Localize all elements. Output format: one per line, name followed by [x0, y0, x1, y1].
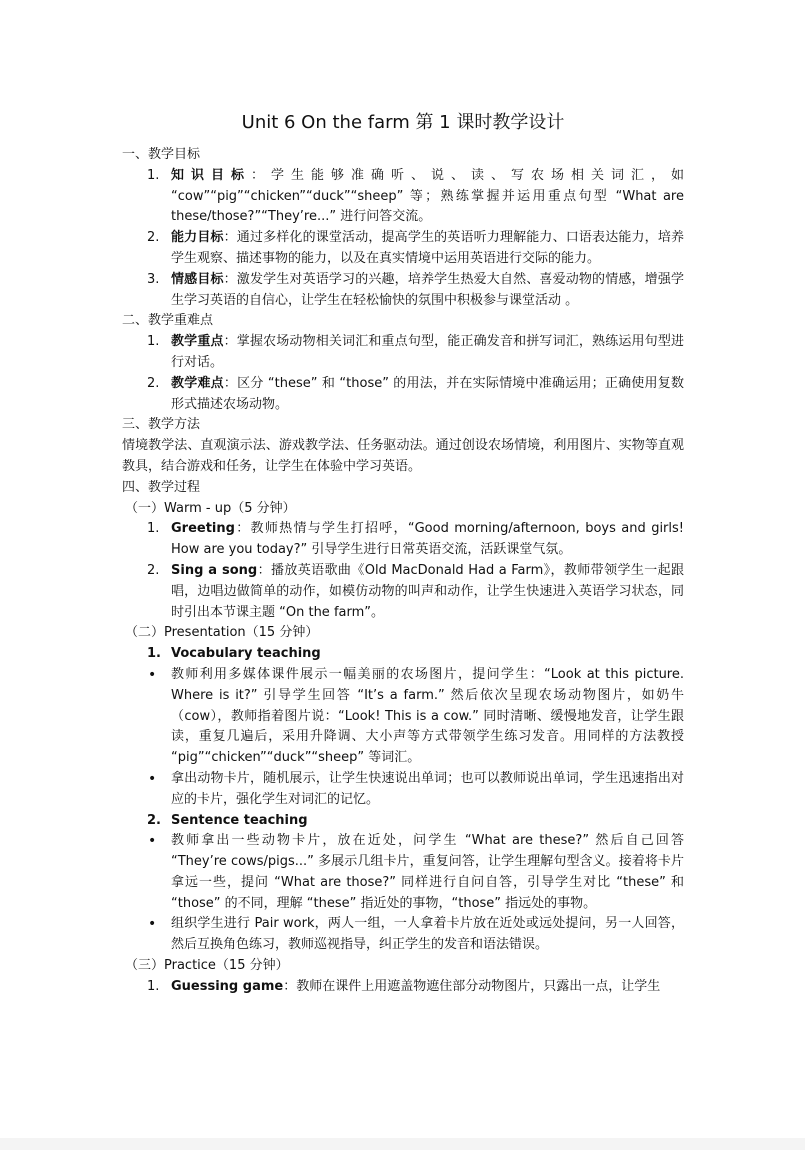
list-number: 1. — [147, 167, 160, 183]
item-label: Guessing game — [171, 978, 284, 994]
item-text: ：播放英语歌曲《Old MacDonald Had a Farm》，教师带领学生一起跟唱，边唱边做简单的动作，如模仿动物的叫声和动作，让学生快速进入英语学习状态，同时引出本节课主题 “On the farm”。 — [171, 562, 685, 620]
list-item — [122, 374, 684, 416]
subsection-heading-practice: （三）Practice（15 分钟） — [125, 958, 289, 974]
vocabulary-heading-text: Vocabulary teaching — [171, 646, 321, 662]
item-label: 知识目标 — [171, 167, 251, 183]
list-number: 3. — [147, 271, 160, 287]
bullet-text: 组织学生进行 Pair work，两人一组，一人拿着卡片放在近处或远处提问，另一人回答，然后互换角色练习，教师巡视指导，纠正学生的发音和语法错误。 — [171, 916, 684, 953]
list-number: 2. — [147, 562, 160, 578]
document-content — [122, 110, 684, 998]
item-label: 教学重点 — [171, 334, 224, 350]
section-heading-key-points: 二、教学重难点 — [122, 313, 214, 329]
list-number: 1. — [147, 978, 160, 994]
list-item — [122, 561, 684, 623]
section-heading-objectives: 一、教学目标 — [122, 147, 201, 162]
list-item — [122, 332, 684, 374]
item-text: ：学生能够准确听、说、读、写农场相关词汇，如 “cow”“pig”“chicken”“duck”“sheep” 等；熟练掌握并运用重点句型 “What are these/those?”“They’re...” 进行问答交流。 — [171, 167, 684, 225]
list-number: 2. — [147, 812, 161, 828]
item-text: ：教师在课件上用遮盖物遮住部分动物图片，只露出一点，让学生 — [283, 978, 661, 994]
list-item — [122, 665, 684, 769]
item-label: 教学难点 — [171, 375, 224, 391]
list-item — [122, 769, 684, 811]
methods-paragraph: 情境教学法、直观演示法、游戏教学法、任务驱动法。通过创设农场情境，利用图片、实物等直观教具，结合游戏和任务，让学生在体验中学习英语。 — [122, 438, 684, 474]
list-number: 1. — [147, 646, 161, 662]
list-item — [122, 914, 684, 956]
page-title: Unit 6 On the farm 第 1 课时教学设计 — [241, 112, 565, 133]
item-label: Sing a song — [171, 562, 258, 578]
list-item — [122, 228, 684, 270]
item-label: 能力目标 — [171, 230, 224, 246]
subsection-heading-warmup: （一）Warm - up（5 分钟） — [125, 500, 296, 516]
bullet-text: 拿出动物卡片，随机展示，让学生快速说出单词；也可以教师说出单词，学生迅速指出对应的卡片，强化学生对词汇的记忆。 — [171, 770, 684, 807]
bullet-text: 教师拿出一些动物卡片，放在近处，问学生 “What are these?” 然后自己回答 “They’re cows/pigs...” 多展示几组卡片，重复问答，让学生理解句型含义。接着将卡片拿远一些，提问 “What are those?” 同样进行自问自答，引导学生对比 “these” 和 “those” 的不同，理解 “these” 指近处的事物，“those” 指远处的事物。 — [171, 833, 684, 911]
bullet-icon: • — [148, 666, 157, 683]
item-label: 情感目标 — [171, 271, 224, 287]
list-item — [122, 270, 684, 312]
sentence-heading-text: Sentence teaching — [171, 812, 308, 828]
bullet-icon: • — [148, 833, 157, 850]
sentence-heading — [122, 811, 684, 832]
section-heading-process: 四、教学过程 — [122, 479, 201, 495]
bullet-icon: • — [148, 916, 157, 933]
item-text: ：激发学生对英语学习的兴趣，培养学生热爱大自然、喜爱动物的情感，增强学生学习英语的自信心，让学生在轻松愉快的氛围中积极参与课堂活动 。 — [171, 271, 684, 308]
list-item — [122, 831, 684, 914]
item-label: Greeting — [171, 521, 235, 537]
list-item — [122, 519, 684, 561]
vocabulary-heading — [122, 644, 684, 665]
item-text: ：通过多样化的课堂活动，提高学生的英语听力理解能力、口语表达能力，培养学生观察、描述事物的能力，以及在真实情境中运用英语进行交际的能力。 — [171, 230, 684, 266]
list-number: 1. — [147, 334, 160, 350]
list-item — [122, 977, 684, 998]
item-text: ：教师热情与学生打招呼，“Good morning/afternoon, boys and girls! How are you today?” 引导学生进行日常英语交流，活跃课堂气氛。 — [171, 521, 684, 558]
item-text: ：区分 “these” 和 “those” 的用法，并在实际情境中准确运用；正确使用复数形式描述农场动物。 — [171, 375, 684, 412]
item-text: ：掌握农场动物相关词汇和重点句型，能正确发音和拼写词汇，熟练运用句型进行对话。 — [171, 334, 684, 370]
bullet-text: 教师利用多媒体课件展示一幅美丽的农场图片，提问学生：“Look at this picture. Where is it?” 引导学生回答 “It’s a farm.” 然后依次呈现农场动物图片，如奶牛（cow），教师指着图片说：“Look! This is a cow.” 同时清晰、缓慢地发音，让学生跟读，重复几遍后，采用升降调、大小声等方式带领学生练习发音。用同样的方法教授 “pig”“chicken”“duck”“sheep” 等词汇。 — [171, 666, 684, 766]
list-item — [122, 166, 684, 228]
list-number: 1. — [147, 521, 160, 537]
subsection-heading-presentation: （二）Presentation（15 分钟） — [125, 625, 319, 641]
bullet-icon: • — [148, 770, 157, 787]
list-number: 2. — [147, 375, 160, 391]
section-heading-methods: 三、教学方法 — [122, 417, 201, 433]
list-number: 2. — [147, 230, 160, 246]
